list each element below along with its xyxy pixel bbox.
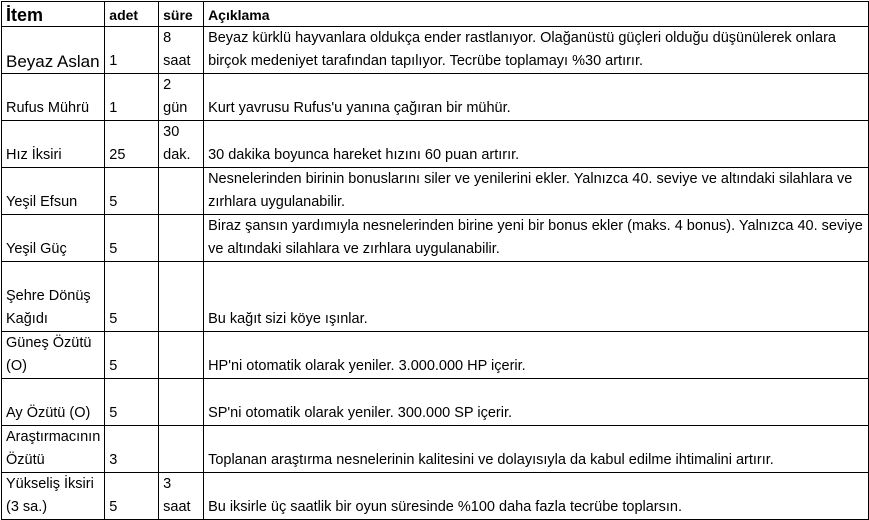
item-description: 30 dakika boyunca hareket hızını 60 puan artırır. [204, 121, 869, 168]
header-item: İtem [2, 2, 105, 27]
item-name: Yeşil Efsun [2, 168, 105, 215]
table-row [2, 332, 869, 379]
item-count: 25 [105, 121, 159, 168]
item-description: SP'ni otomatik olarak yeniler. 300.000 SP içerir. [204, 379, 869, 426]
item-name: Yeşil Güç [2, 215, 105, 262]
table-row [2, 74, 869, 121]
item-description: Bu kağıt sizi köye ışınlar. [204, 262, 869, 332]
item-name: Beyaz Aslan [2, 27, 105, 74]
item-description: Nesnelerinden birinin bonuslarını siler ve yenilerini ekler. Yalnızca 40. seviye ve altındaki silahlara ve zırhlara uygulanabilir. [204, 168, 869, 215]
header-count: adet [105, 2, 159, 27]
table-row [2, 27, 869, 74]
table-row [2, 168, 869, 215]
item-name: Ay Özütü (O) [2, 379, 105, 426]
item-duration: 30 dak. [159, 121, 204, 168]
item-count: 3 [105, 426, 159, 473]
item-name: Rufus Mührü [2, 74, 105, 121]
item-count: 5 [105, 379, 159, 426]
item-description: Kurt yavrusu Rufus'u yanına çağıran bir mühür. [204, 74, 869, 121]
item-duration: 3 saat [159, 473, 204, 520]
item-duration [159, 332, 204, 379]
item-count: 5 [105, 262, 159, 332]
item-duration [159, 262, 204, 332]
table-row [2, 426, 869, 473]
item-duration: 2 gün [159, 74, 204, 121]
table-row [2, 121, 869, 168]
item-count: 5 [105, 332, 159, 379]
item-duration: 8 saat [159, 27, 204, 74]
item-duration [159, 168, 204, 215]
item-count: 5 [105, 168, 159, 215]
item-name: Araştırmacının Özütü [2, 426, 105, 473]
header-duration: süre [159, 2, 204, 27]
item-table [1, 1, 869, 520]
table-row [2, 379, 869, 426]
header-description: Açıklama [204, 2, 869, 27]
item-duration [159, 215, 204, 262]
item-count: 1 [105, 74, 159, 121]
table-row [2, 262, 869, 332]
item-description: Biraz şansın yardımıyla nesnelerinden birine yeni bir bonus ekler (maks. 4 bonus). Yalnızca 40. seviye ve altındaki silahlara ve zırhlara uygulanabilir. [204, 215, 869, 262]
table-row [2, 473, 869, 520]
item-description: HP'ni otomatik olarak yeniler. 3.000.000 HP içerir. [204, 332, 869, 379]
item-count: 1 [105, 27, 159, 74]
table-row [2, 215, 869, 262]
item-name: Şehre Dönüş Kağıdı [2, 262, 105, 332]
header-row [2, 2, 869, 27]
item-name: Hız İksiri [2, 121, 105, 168]
item-description: Beyaz kürklü hayvanlara oldukça ender rastlanıyor. Olağanüstü güçleri olduğu düşünülerek onlara birçok medeniyet tarafından tapılıyor. Tecrübe toplamayı %30 artırır. [204, 27, 869, 74]
item-name: Güneş Özütü (O) [2, 332, 105, 379]
item-description: Toplanan araştırma nesnelerinin kalitesini ve dolayısıyla da kabul edilme ihtimalini artırır. [204, 426, 869, 473]
item-count: 5 [105, 473, 159, 520]
item-duration [159, 426, 204, 473]
item-duration [159, 379, 204, 426]
item-description: Bu iksirle üç saatlik bir oyun süresinde %100 daha fazla tecrübe toplarsın. [204, 473, 869, 520]
item-count: 5 [105, 215, 159, 262]
item-name: Yükseliş İksiri (3 sa.) [2, 473, 105, 520]
